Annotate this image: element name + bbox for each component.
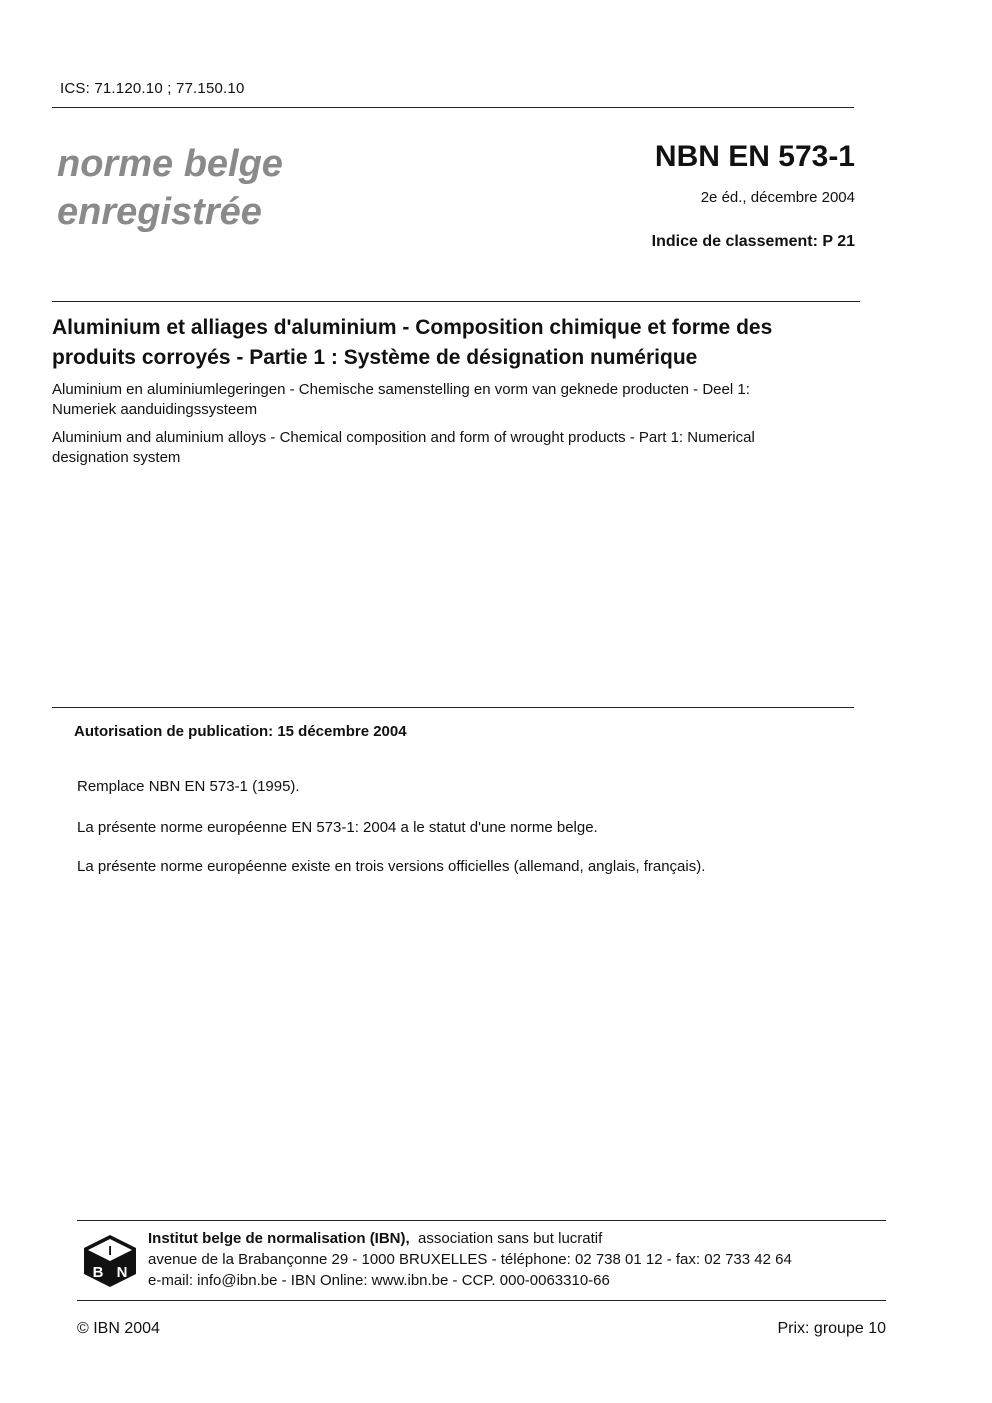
title-english <box>52 428 852 468</box>
top-divider <box>52 107 854 108</box>
title-dutch-line-1: Aluminium en aluminiumlegeringen - Chemische samenstelling en vorm van geknede producten - Deel 1: <box>52 381 750 398</box>
title-french-line-2: produits corroyés - Partie 1 : Système de désignation numérique <box>52 346 698 369</box>
title-english-line-1: Aluminium and aluminium alloys - Chemical composition and form of wrought products - Part 1: Numerical <box>52 429 755 446</box>
title-french-line-1: Aluminium et alliages d'aluminium - Composition chimique et forme des <box>52 316 773 339</box>
norme-line-1: norme belge <box>57 143 283 185</box>
body-divider <box>52 707 854 708</box>
svg-text:N: N <box>116 1264 128 1281</box>
title-dutch <box>52 380 852 420</box>
status-note: La présente norme européenne EN 573-1: 2004 a le statut d'une norme belge. <box>77 819 598 836</box>
copyright: © IBN 2004 <box>77 1320 160 1337</box>
ibn-logo-icon <box>82 1233 138 1289</box>
institute-info <box>148 1228 792 1291</box>
publication-authorization: Autorisation de publication: 15 décembre 2004 <box>74 723 407 740</box>
title-english-line-2: designation system <box>52 449 181 466</box>
institute-heading <box>148 1228 792 1249</box>
ics-codes: ICS: 71.120.10 ; 77.150.10 <box>60 80 245 97</box>
edition-date: 2e éd., décembre 2004 <box>700 189 855 206</box>
price-group: Prix: groupe 10 <box>777 1320 886 1337</box>
title-french <box>52 313 872 373</box>
institute-name: Institut belge de normalisation (IBN), <box>148 1230 410 1247</box>
institute-type: association sans but lucratif <box>418 1230 603 1247</box>
classification-index: Indice de classement: P 21 <box>651 233 855 250</box>
footer-top-divider <box>77 1220 886 1221</box>
standard-code: NBN EN 573-1 <box>654 140 855 173</box>
svg-text:B: B <box>92 1264 104 1281</box>
norme-belge-label <box>57 140 283 236</box>
title-dutch-line-2: Numeriek aanduidingssysteem <box>52 401 258 418</box>
svg-text:I: I <box>108 1243 112 1258</box>
institute-contact: e-mail: info@ibn.be - IBN Online: www.ibn.be - CCP. 000-0063310-66 <box>148 1272 610 1289</box>
replaces-note: Remplace NBN EN 573-1 (1995). <box>77 778 300 795</box>
institute-address: avenue de la Brabançonne 29 - 1000 BRUXELLES - téléphone: 02 738 01 12 - fax: 02 733 42 64 <box>148 1251 792 1268</box>
norme-line-2: enregistrée <box>57 191 262 233</box>
versions-note: La présente norme européenne existe en trois versions officielles (allemand, anglais, français). <box>77 858 706 875</box>
footer-bottom-divider <box>77 1300 886 1301</box>
title-divider <box>52 301 860 302</box>
